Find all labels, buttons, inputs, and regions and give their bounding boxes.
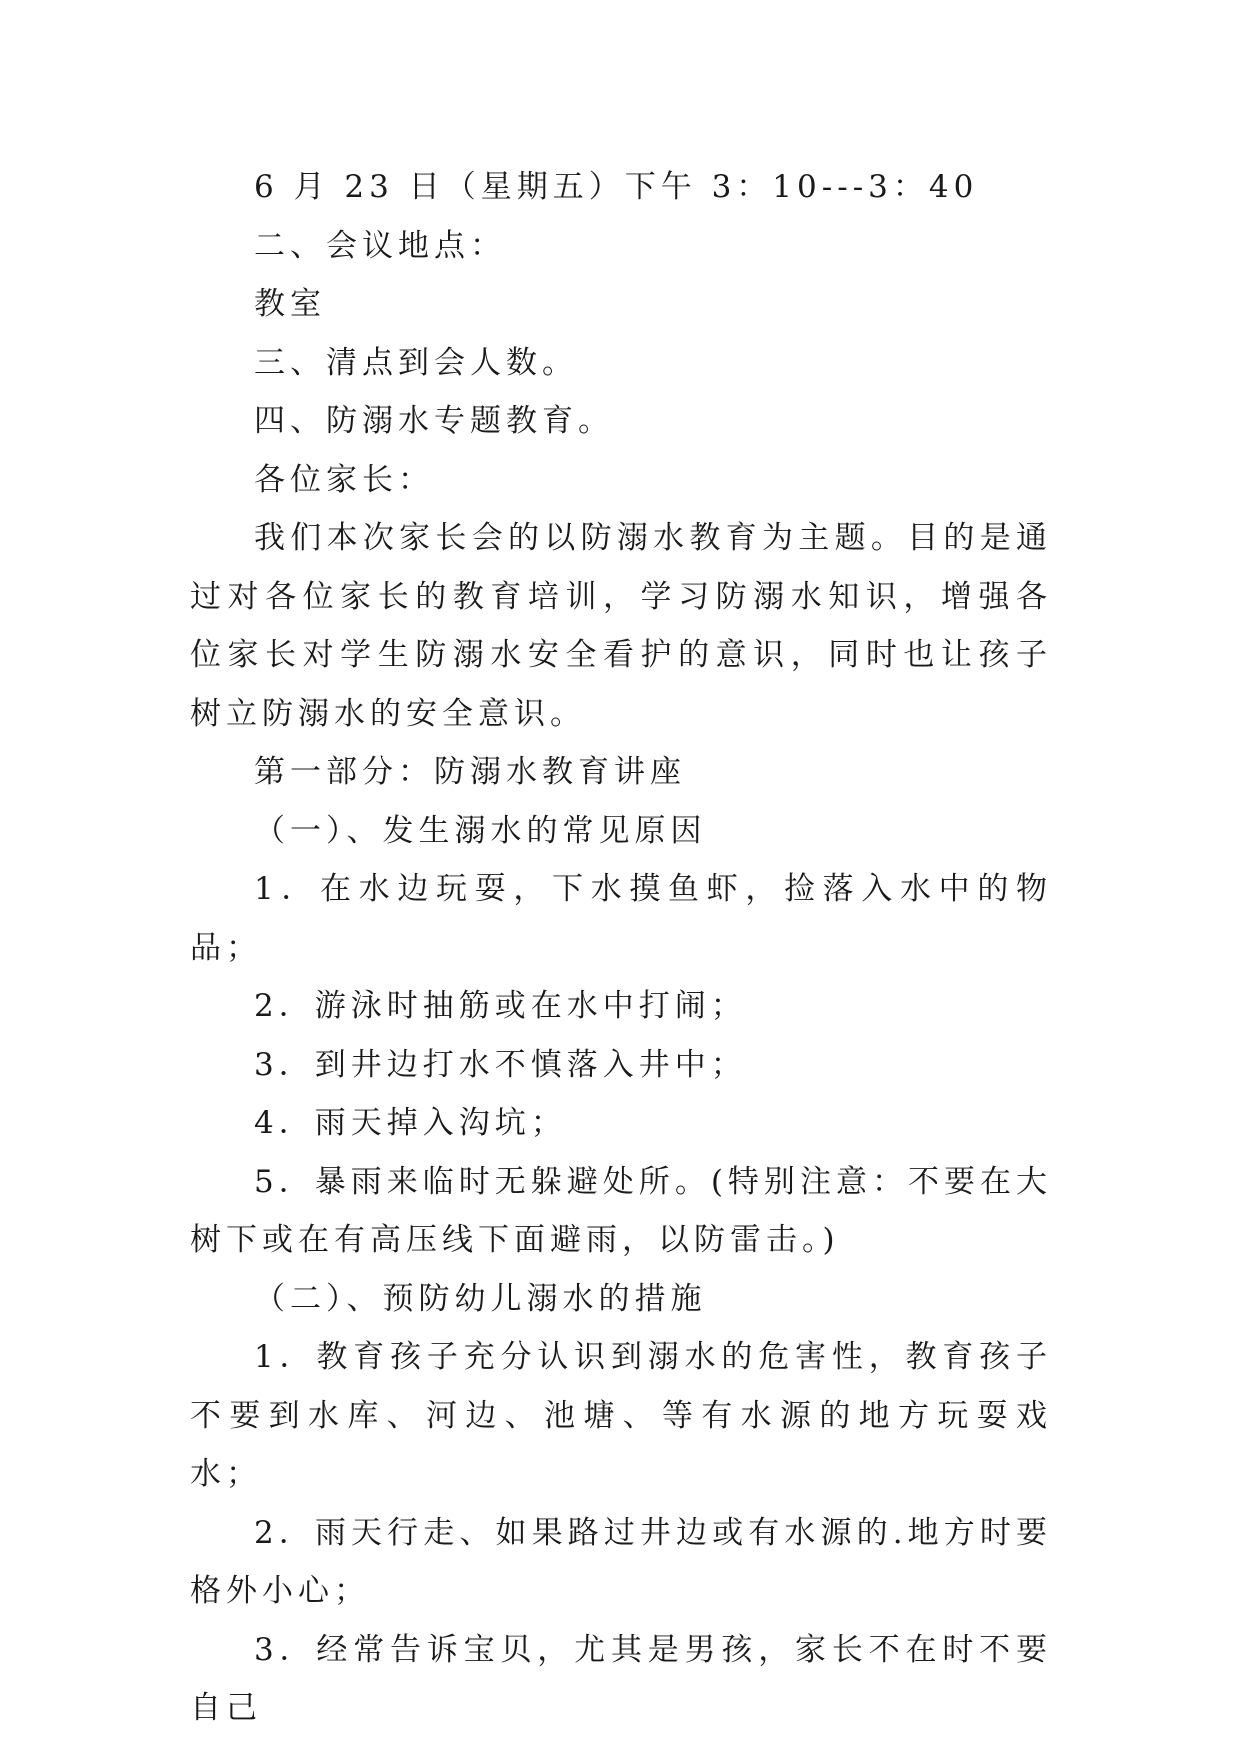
cause-item: 4．雨天掉入沟坑；: [254, 1105, 567, 1141]
cause-item: 3．到井边打水不慎落入井中；: [254, 1046, 747, 1083]
salutation: 各位家长：: [254, 461, 434, 498]
document-body: [190, 158, 1052, 1738]
part-one-heading: 第一部分：防溺水教育讲座: [254, 754, 686, 790]
cause-item: 1．在水边玩耍，下水摸鱼虾，捡落入水中的物品；: [190, 871, 1052, 966]
subsection-measures-heading: （二）、预防幼儿溺水的措施: [254, 1280, 707, 1317]
measure-item: 3．经常告诉宝贝，尤其是男孩，家长不在时不要自己: [190, 1631, 1052, 1726]
section-heading-education: 四、防溺水专题教育。: [254, 403, 614, 439]
section-heading-location: 二、会议地点：: [254, 227, 506, 264]
intro-paragraph: 我们本次家长会的以防溺水教育为主题。目的是通过对各位家长的教育培训，学习防溺水知识，增强各位家长对学生防溺水安全看护的意识，同时也让孩子树立防溺水的安全意识。: [190, 520, 1052, 732]
cause-item: 5．暴雨来临时无躲避处所。(特别注意：不要在大树下或在有高压线下面避雨，以防雷击。): [190, 1163, 1052, 1258]
meeting-time: 6 月 23 日（星期五）下午 3：10---3：40: [254, 169, 979, 205]
meeting-location: 教室: [254, 286, 326, 322]
cause-item: 2．游泳时抽筋或在水中打闹；: [254, 988, 747, 1024]
section-heading-attendance: 三、清点到会人数。: [254, 344, 578, 381]
subsection-causes-heading: （一）、发生溺水的常见原因: [254, 812, 707, 849]
measure-item: 2．雨天行走、如果路过井边或有水源的.地方时要格外小心；: [190, 1514, 1052, 1609]
measure-item: 1．教育孩子充分认识到溺水的危害性，教育孩子不要到水库、河边、池塘、等有水源的地方玩耍戏水；: [190, 1339, 1052, 1492]
